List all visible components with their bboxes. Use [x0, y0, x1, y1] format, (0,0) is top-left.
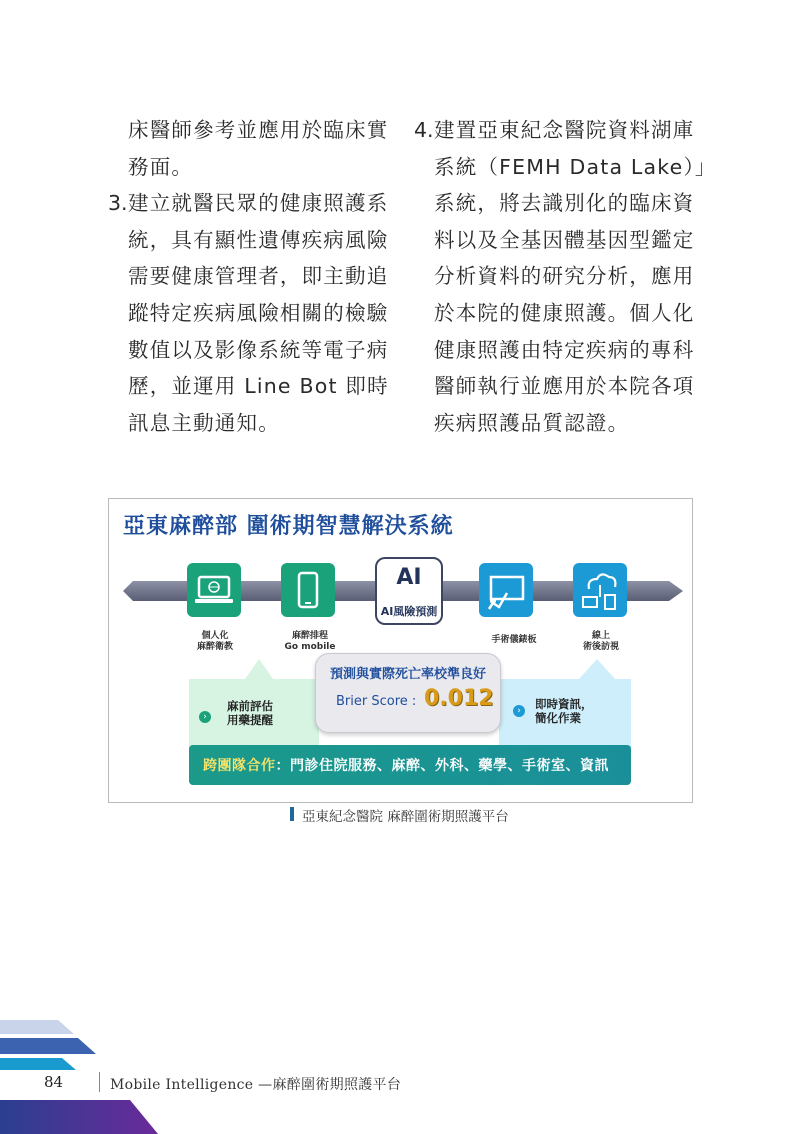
left-box-text: 麻前評估 用藥提醒	[227, 699, 273, 727]
figure-caption: 亞東紀念醫院 麻醉圍術期照護平台	[302, 809, 509, 825]
ai-icon: AI AI風險預測	[375, 557, 443, 625]
team-highlight: 跨團隊合作	[203, 758, 276, 774]
icon-label-education: 個人化 麻醉衛教	[196, 631, 233, 652]
brier-score-value: 0.012	[424, 686, 494, 711]
list-item-4	[414, 112, 709, 441]
perioperative-system-figure	[108, 498, 693, 803]
list-number: 4.	[414, 118, 434, 142]
right-text-column	[414, 112, 709, 441]
ai-risk-label: AI風險預測	[380, 605, 438, 618]
footer-decoration	[0, 1010, 160, 1134]
footer-running-title: Mobile Intelligence —麻醉圍術期照護平台	[110, 1077, 402, 1093]
list-number: 3.	[108, 191, 128, 216]
list-item-text: 建立就醫民眾的健康照護系統，具有顯性遺傳疾病風險需要健康管理者，即主動追蹤特定疾病風險相關的檢驗數值以及影像系統等電子病歷，並運用 Line Bot 即時訊息主動通知。	[128, 191, 389, 435]
icon-label-dashboard: 手術儀錶板	[491, 635, 537, 645]
page-number: 84	[44, 1073, 64, 1091]
list-item-3	[108, 185, 400, 441]
icon-label-postop: 線上 術後訪視	[582, 631, 619, 652]
team-members: ：門診住院服務、麻醉、外科、藥學、手術室、資訊	[275, 758, 609, 774]
arrow-bullet-icon: ›	[199, 711, 211, 723]
left-text-column	[108, 112, 400, 441]
right-box-text: 即時資訊， 簡化作業	[535, 697, 593, 725]
list-item-text: 建置亞東紀念醫院資料湖庫系統（FEMH Data Lake）」系統，將去識別化的臨床資料以及全基因體基因型鑑定分析資料的研究分析，應用於本院的健康照護。個人化健康照護由特定疾病的專科醫師執行並應用於本院各項疾病照護品質認證。	[434, 118, 707, 435]
icon-label-schedule: 麻醉排程 Go mobile	[284, 631, 336, 652]
brier-score-label: Brier Score :	[336, 694, 417, 709]
figure-title: 亞東麻醉部 圍術期智慧解決系統	[123, 514, 454, 539]
team-collaboration-bar	[189, 745, 631, 785]
footer-divider	[99, 1072, 100, 1092]
arrow-bullet-icon: ›	[513, 705, 525, 717]
caption-marker	[290, 807, 294, 821]
score-bubble	[315, 653, 501, 733]
bubble-title: 預測與實際死亡率校準良好	[329, 667, 486, 682]
continued-paragraph: 床醫師參考並應用於臨床實務面。	[128, 118, 389, 179]
